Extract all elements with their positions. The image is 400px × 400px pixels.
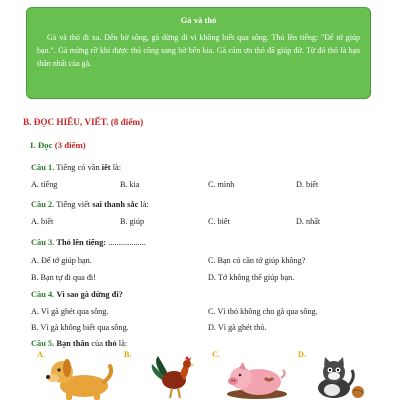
story-box xyxy=(26,7,371,99)
section-points: (8 điểm) xyxy=(110,117,144,127)
question-2 xyxy=(31,200,149,209)
question-text: Tiếng có vần xyxy=(56,163,102,172)
question-keyword: Vì sao gà dừng đi? xyxy=(56,290,123,299)
question-keyword: Thỏ lên tiếng: xyxy=(56,238,107,247)
section-label: B. ĐỌC HIỂU, VIẾT. xyxy=(23,117,109,127)
q5-option-a[interactable]: A. xyxy=(37,350,45,359)
q3-option-a[interactable]: A. Để tớ giúp bạn. xyxy=(31,256,92,265)
q1-option-b[interactable]: B. kia xyxy=(120,180,140,189)
question-1 xyxy=(31,163,121,172)
subsection-heading xyxy=(30,140,86,150)
q3-option-c[interactable]: C. Bạn có cần tớ giúp không? xyxy=(208,256,306,265)
question-text: Tiếng viết xyxy=(56,200,93,209)
q4-option-b[interactable]: B. Vì gà không biết qua sông. xyxy=(31,323,129,332)
question-blank: .................. xyxy=(106,238,146,247)
question-4 xyxy=(31,290,123,299)
question-number: Câu 3. xyxy=(31,238,55,247)
question-keyword-2: thỏ xyxy=(105,339,117,348)
q4-option-c[interactable]: C. Vì thỏ không cho gà qua sông. xyxy=(208,307,318,316)
question-keyword: Bạn thân xyxy=(56,339,90,348)
q1-option-c[interactable]: C. mình xyxy=(208,180,235,189)
question-keyword: sai thanh sắc xyxy=(92,200,139,209)
question-number: Câu 5. xyxy=(31,339,55,348)
q3-option-b[interactable]: B. Bạn tự đi qua đi! xyxy=(31,273,96,282)
question-5 xyxy=(31,339,127,348)
dog-picture[interactable] xyxy=(44,356,114,400)
question-text-end: là: xyxy=(138,200,149,209)
q1-option-a[interactable]: A. tiếng xyxy=(31,180,58,189)
question-3 xyxy=(31,238,146,247)
question-text: của xyxy=(89,339,106,348)
question-text-end: là: xyxy=(116,339,128,348)
q3-option-d[interactable]: D. Tớ không thể giúp bạn. xyxy=(208,273,295,282)
question-text-end: là: xyxy=(110,163,122,172)
q2-option-d[interactable]: D. nhất xyxy=(296,217,321,226)
q4-option-d[interactable]: D. Vì gà ghét thỏ. xyxy=(208,323,267,332)
q5-option-b[interactable]: B. xyxy=(124,350,132,359)
story-title: Gà và thỏ xyxy=(180,15,217,25)
q1-option-d[interactable]: D. biết xyxy=(296,180,319,189)
question-number: Câu 1. xyxy=(31,163,55,172)
q2-option-a[interactable]: A. biết xyxy=(31,217,54,226)
question-number: Câu 2. xyxy=(31,200,55,209)
question-number: Câu 4. xyxy=(31,290,55,299)
story-text: Gà và thỏ đi xa. Đến bờ sông, gà dừng đi vì không biết qua sông. Thỏ lên tiếng: "Để tớ giúp bạn.". Gà mừng rỡ khi được thỏ cõng sang bờ bên kia. Gà cảm ơn thỏ đã giúp đỡ. Từ đó thỏ là bạn thân nhất của gà. xyxy=(37,33,360,69)
section-heading xyxy=(23,117,143,127)
question-keyword: iêt xyxy=(101,163,111,172)
subsection-points: (3 điểm) xyxy=(54,140,86,150)
subsection-label: I. Đọc xyxy=(30,140,53,150)
q5-option-d[interactable]: D. xyxy=(298,350,306,359)
cat-picture[interactable] xyxy=(310,356,370,400)
q5-option-c[interactable]: C. xyxy=(212,350,220,359)
q2-option-c[interactable]: C. biêt xyxy=(208,217,230,226)
q2-option-b[interactable]: B. giúp xyxy=(120,217,145,226)
q4-option-a[interactable]: A. Vì gà ghét qua sông. xyxy=(31,307,109,316)
rooster-picture[interactable] xyxy=(150,352,198,400)
pig-picture[interactable] xyxy=(225,356,289,400)
